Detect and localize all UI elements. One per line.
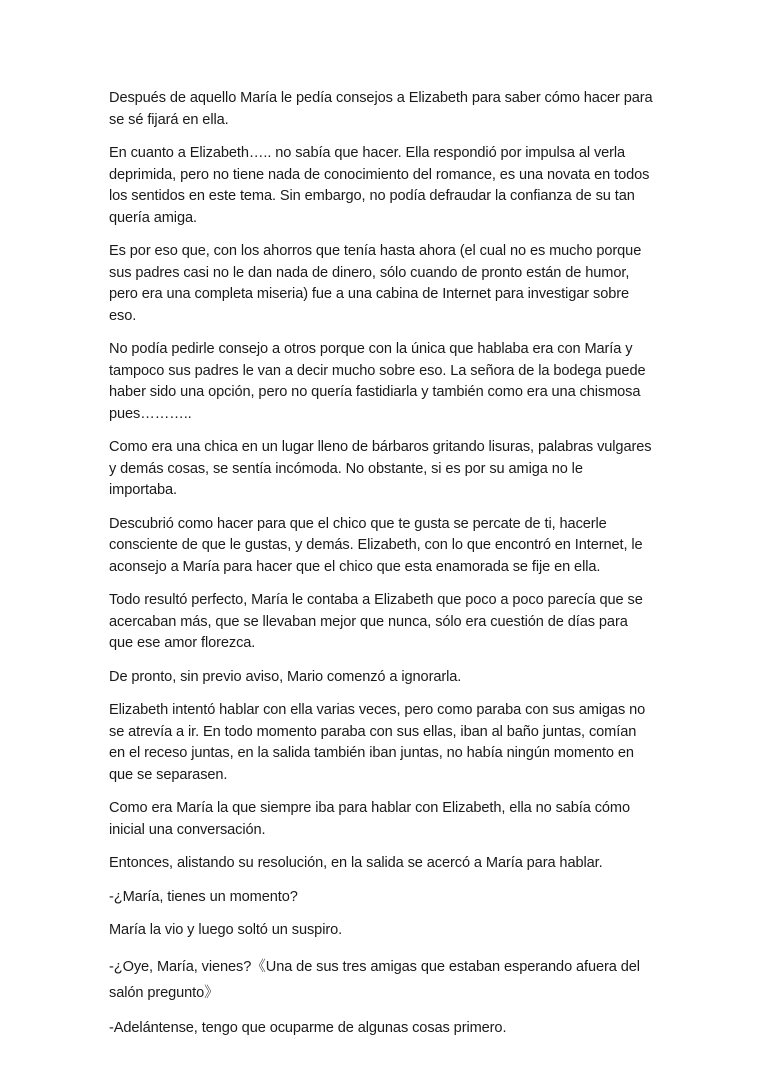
paragraph-3: Es por eso que, con los ahorros que tenía hasta ahora (el cual no es mucho porque sus padres casi no le dan nada de dinero, sólo cuando de pronto están de humor, pero era una completa miseria) fue a una cabina de Internet para investigar sobre eso. [109,243,642,324]
paragraph-6: Descubrió como hacer para que el chico que te gusta se percate de ti, hacerle consciente de que le gustas, y demás. Elizabeth, con lo que encontró en Internet, le aconsejo a María para hacer que el chico que esta enamorada se fije en ella. [109,515,643,575]
paragraph-5: Como era una chica en un lugar lleno de bárbaros gritando lisuras, palabras vulgares y demás cosas, se sentía incómoda. No obstante, si es por su amiga no le importaba. [109,439,652,498]
paragraph-4: No podía pedirle consejo a otros porque con la única que hablaba era con María y tampoco sus padres le van a decir mucho sobre eso. La señora de la bodega puede haber sido una opción, pero no quería fastidiarla y también como era una chismosa pues……….. [109,341,646,422]
paragraph-11: Entonces, alistando su resolución, en la salida se acercó a María para hablar. [109,855,603,871]
dialogue-line-2: -¿Oye, María, vienes?《Una de sus tres amigas que estaban esperando afuera del salón pregunto》 [109,958,640,1001]
dialogue-line-3: -Adelántense, tengo que ocuparme de algunas cosas primero. [109,1019,507,1036]
paragraph-8: De pronto, sin previo aviso, Mario comenzó a ignorarla. [109,668,462,685]
paragraph-9: Elizabeth intentó hablar con ella varias veces, pero como paraba con sus amigas no se atrevía a ir. En todo momento paraba con sus ellas, iban al baño juntas, comían en el receso juntas, en la salida también iban juntas, no había ningún momento en que se separasen. [109,702,646,783]
dialogue-line-1: -¿María, tienes un momento? [109,888,298,905]
paragraph-1: Después de aquello María le pedía consejos a Elizabeth para saber cómo hacer para se sé fijará en ella. [109,90,653,128]
paragraph-7: Todo resultó perfecto, María le contaba a Elizabeth que poco a poco parecía que se acercaban más, que se llevaban mejor que nunca, sólo era cuestión de días para que ese amor florezca. [109,592,643,651]
paragraph-10: Como era María la que siempre iba para hablar con Elizabeth, ella no sabía cómo inicial una conversación. [109,800,631,838]
paragraph-2: En cuanto a Elizabeth….. no sabía que hacer. Ella respondió por impulsa al verla deprimida, pero no tiene nada de conocimiento del romance, es una novata en todos los sentidos en este tema. Sin embargo, no podía defraudar la confianza de su tan quería amiga. [109,145,650,226]
paragraph-12: María la vio y luego soltó un suspiro. [109,922,343,938]
document-page [109,88,654,1051]
